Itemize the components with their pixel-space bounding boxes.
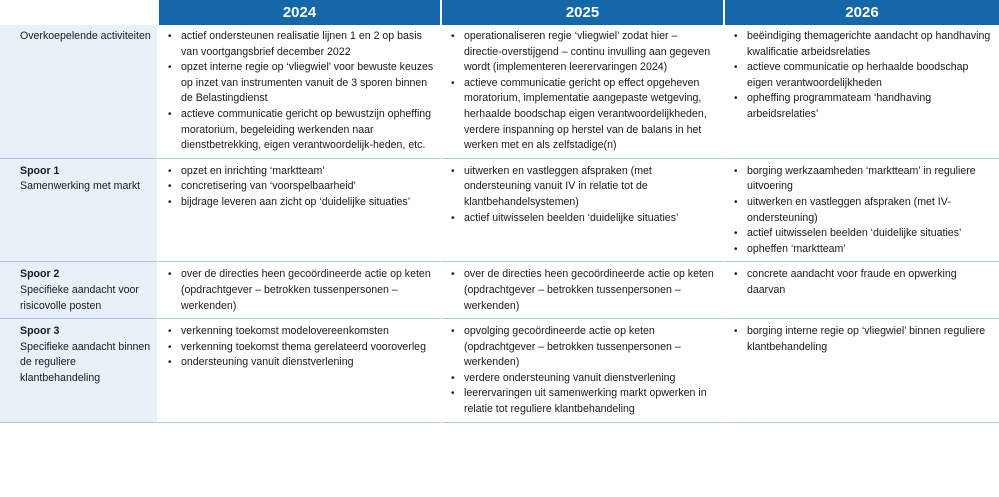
bullet-list bbox=[167, 324, 434, 371]
bullet-item: • leerervaringen uit samenwerking markt opwerken in relatie tot reguliere klantbehandeling bbox=[450, 386, 717, 417]
bullet-list bbox=[733, 324, 993, 355]
bullet-list bbox=[450, 267, 717, 314]
cell-2026 bbox=[723, 319, 999, 423]
row-label-subtitle: Specifieke aandacht binnen de reguliere klantbehandeling bbox=[20, 340, 151, 384]
row-label-title: Spoor 3 bbox=[20, 325, 60, 338]
row-label bbox=[0, 262, 157, 319]
year-header-2026: 2026 bbox=[723, 0, 999, 25]
bullet-item: • uitwerken en vastleggen afspraken (met IV-ondersteuning) bbox=[733, 195, 993, 226]
cell-2024 bbox=[157, 319, 440, 423]
bullet-list bbox=[167, 29, 434, 154]
cell-2024 bbox=[157, 25, 440, 159]
bullet-item: • actief uitwisselen beelden ‘duidelijke situaties’ bbox=[733, 226, 993, 242]
bullet-item: • actieve communicatie gericht op effect opgeheven moratorium, implementatie aangepaste wetgeving, herhaalde boodschap eigen verantwoordelijkheden, verdere inspanning op herstel van de balans in het werken met en als zelfstadige(n) bbox=[450, 76, 717, 154]
bullet-list bbox=[733, 164, 993, 258]
bullet-item: • actief uitwisselen beelden ‘duidelijke situaties’ bbox=[450, 211, 717, 227]
row-label-title: Spoor 2 bbox=[20, 268, 60, 281]
cell-2024 bbox=[157, 159, 440, 263]
bullet-item: • opheffing programmateam ‘handhaving arbeidsrelaties’ bbox=[733, 91, 993, 122]
table-body bbox=[0, 25, 999, 423]
cell-2026 bbox=[723, 25, 999, 159]
bullet-item: • verkenning toekomst thema gerelateerd vooroverleg bbox=[167, 340, 434, 356]
bullet-list bbox=[450, 29, 717, 154]
corner-cell bbox=[0, 0, 157, 25]
bullet-item: • over de directies heen gecoördineerde actie op keten (opdrachtgever – betrokken tussenpersonen – werkenden) bbox=[167, 267, 434, 314]
row-label bbox=[0, 319, 157, 423]
bullet-item: • actieve communicatie gericht op bewustzijn opheffing moratorium, begeleiding werkenden naar dienstbetrekking, eigen verantwoordelijk-heden, etc. bbox=[167, 107, 434, 154]
bullet-list bbox=[450, 164, 717, 226]
bullet-item: • verdere ondersteuning vanuit dienstverlening bbox=[450, 371, 717, 387]
cell-2025 bbox=[440, 262, 723, 319]
row-label bbox=[0, 159, 157, 263]
cell-2025 bbox=[440, 319, 723, 423]
row-label-subtitle: Overkoepelende activiteiten bbox=[20, 30, 151, 42]
cell-2024 bbox=[157, 262, 440, 319]
bullet-item: • concrete aandacht voor fraude en opwerking daarvan bbox=[733, 267, 993, 298]
year-header-row bbox=[0, 0, 999, 25]
bullet-list bbox=[167, 267, 434, 314]
bullet-list bbox=[450, 324, 717, 418]
year-header-2024: 2024 bbox=[157, 0, 440, 25]
cell-2025 bbox=[440, 25, 723, 159]
table-row-spoor-3 bbox=[0, 319, 999, 423]
bullet-item: • ondersteuning vanuit dienstverlening bbox=[167, 355, 434, 371]
row-label-subtitle: Samenwerking met markt bbox=[20, 180, 141, 193]
bullet-item: • verkenning toekomst modelovereenkomsten bbox=[167, 324, 434, 340]
bullet-item: • over de directies heen gecoördineerde actie op keten (opdrachtgever – betrokken tussenpersonen – werkenden) bbox=[450, 267, 717, 314]
bullet-item: • opvolging gecoördineerde actie op keten (opdrachtgever – betrokken tussenpersonen – werkenden) bbox=[450, 324, 717, 371]
bullet-item: • operationaliseren regie ‘vliegwiel’ zodat hier – directie-overstijgend – continu invulling aan gegeven wordt (implementeren leerervaringen 2024) bbox=[450, 29, 717, 76]
cell-2026 bbox=[723, 159, 999, 263]
bullet-item: • actieve communicatie op herhaalde boodschap eigen verantwoordelijkheden bbox=[733, 60, 993, 91]
year-header-2025: 2025 bbox=[440, 0, 723, 25]
bullet-item: • bijdrage leveren aan zicht op ‘duidelijke situaties’ bbox=[167, 195, 434, 211]
bullet-item: • opzet en inrichting ‘marktteam’ bbox=[167, 164, 434, 180]
bullet-item: • actief ondersteunen realisatie lijnen 1 en 2 op basis van voortgangsbrief december 2022 bbox=[167, 29, 434, 60]
bullet-item: • uitwerken en vastleggen afspraken (met ondersteuning vanuit IV in relatie tot de klantbehandelsystemen) bbox=[450, 164, 717, 211]
cell-2025 bbox=[440, 159, 723, 263]
row-label-title: Spoor 1 bbox=[20, 164, 60, 177]
bullet-item: • beëindiging themagerichte aandacht op handhaving kwalificatie arbeidsrelaties bbox=[733, 29, 993, 60]
row-label bbox=[0, 25, 157, 159]
bullet-list bbox=[733, 29, 993, 123]
bullet-item: • opheffen ‘marktteam’ bbox=[733, 242, 993, 258]
cell-2026 bbox=[723, 262, 999, 319]
table-row-spoor-1 bbox=[0, 159, 999, 263]
bullet-list bbox=[733, 267, 993, 298]
bullet-list bbox=[167, 164, 434, 211]
row-label-subtitle: Specifieke aandacht voor risicovolle posten bbox=[20, 283, 139, 312]
table-row-overkoepelend bbox=[0, 25, 999, 159]
bullet-item: • borging werkzaamheden ‘marktteam’ in reguliere uitvoering bbox=[733, 164, 993, 195]
bullet-item: • opzet interne regie op ‘vliegwiel’ voor bewuste keuzes op inzet van instrumenten vanuit de 3 sporen binnen de Belastingdienst bbox=[167, 60, 434, 107]
bullet-item: • concretisering van ‘voorspelbaarheid’ bbox=[167, 179, 434, 195]
bullet-item: • borging interne regie op ‘vliegwiel’ binnen reguliere klantbehandeling bbox=[733, 324, 993, 355]
table-row-spoor-2 bbox=[0, 262, 999, 319]
